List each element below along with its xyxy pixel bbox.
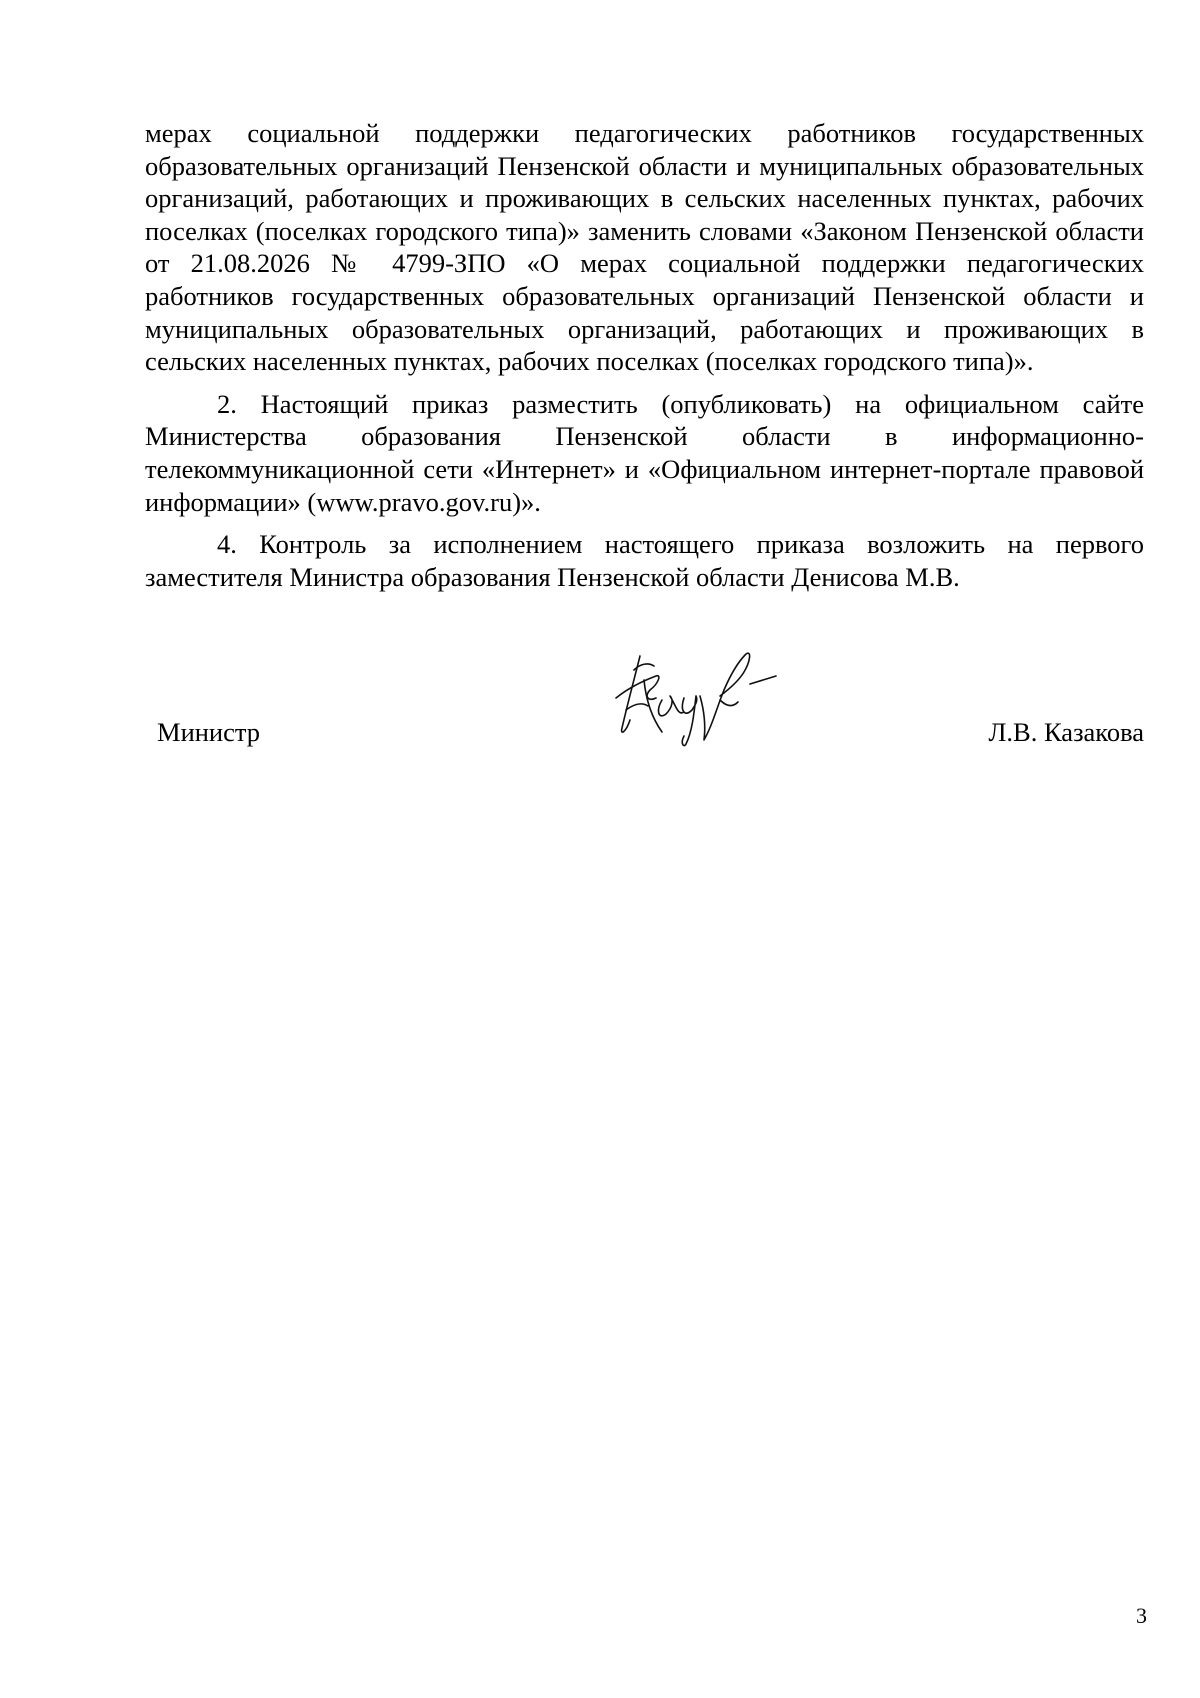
page-number: 3 [1136,1603,1147,1628]
signatory-name: Л.В. Казакова [988,717,1144,747]
signature-block [145,640,1144,760]
handwritten-signature [600,640,790,750]
paragraph-publication: 2. Настоящий приказ разместить (опубликовать) на официальном сайте Министерства образования Пензенской области в информационно-телекоммуникационной сети «Интернет» и «Официальном интернет-портале правовой информации» (www.pravo.gov.ru)». [145,388,1144,517]
document-body [145,117,1144,593]
paragraph-continuation: мерах социальной поддержки педагогических работников государственных образовательных организаций Пензенской области и муниципальных образовательных организаций, работающих и проживающих в сельских населенных пунктах, рабочих поселках (поселках городского типа)» заменить словами «Законом Пензенской области от 21.08.2026 № 4799-ЗПО «О мерах социальной поддержки педагогических работников государственных образовательных организаций Пензенской области и муниципальных образовательных организаций, работающих и проживающих в сельских населенных пунктах, рабочих поселках (поселках городского типа)». [145,118,1144,377]
paragraph-control: 4. Контроль за исполнением настоящего приказа возложить на первого заместителя Министра образования Пензенской области Денисова М.В. [145,529,1144,592]
signatory-title: Министр [157,717,261,747]
